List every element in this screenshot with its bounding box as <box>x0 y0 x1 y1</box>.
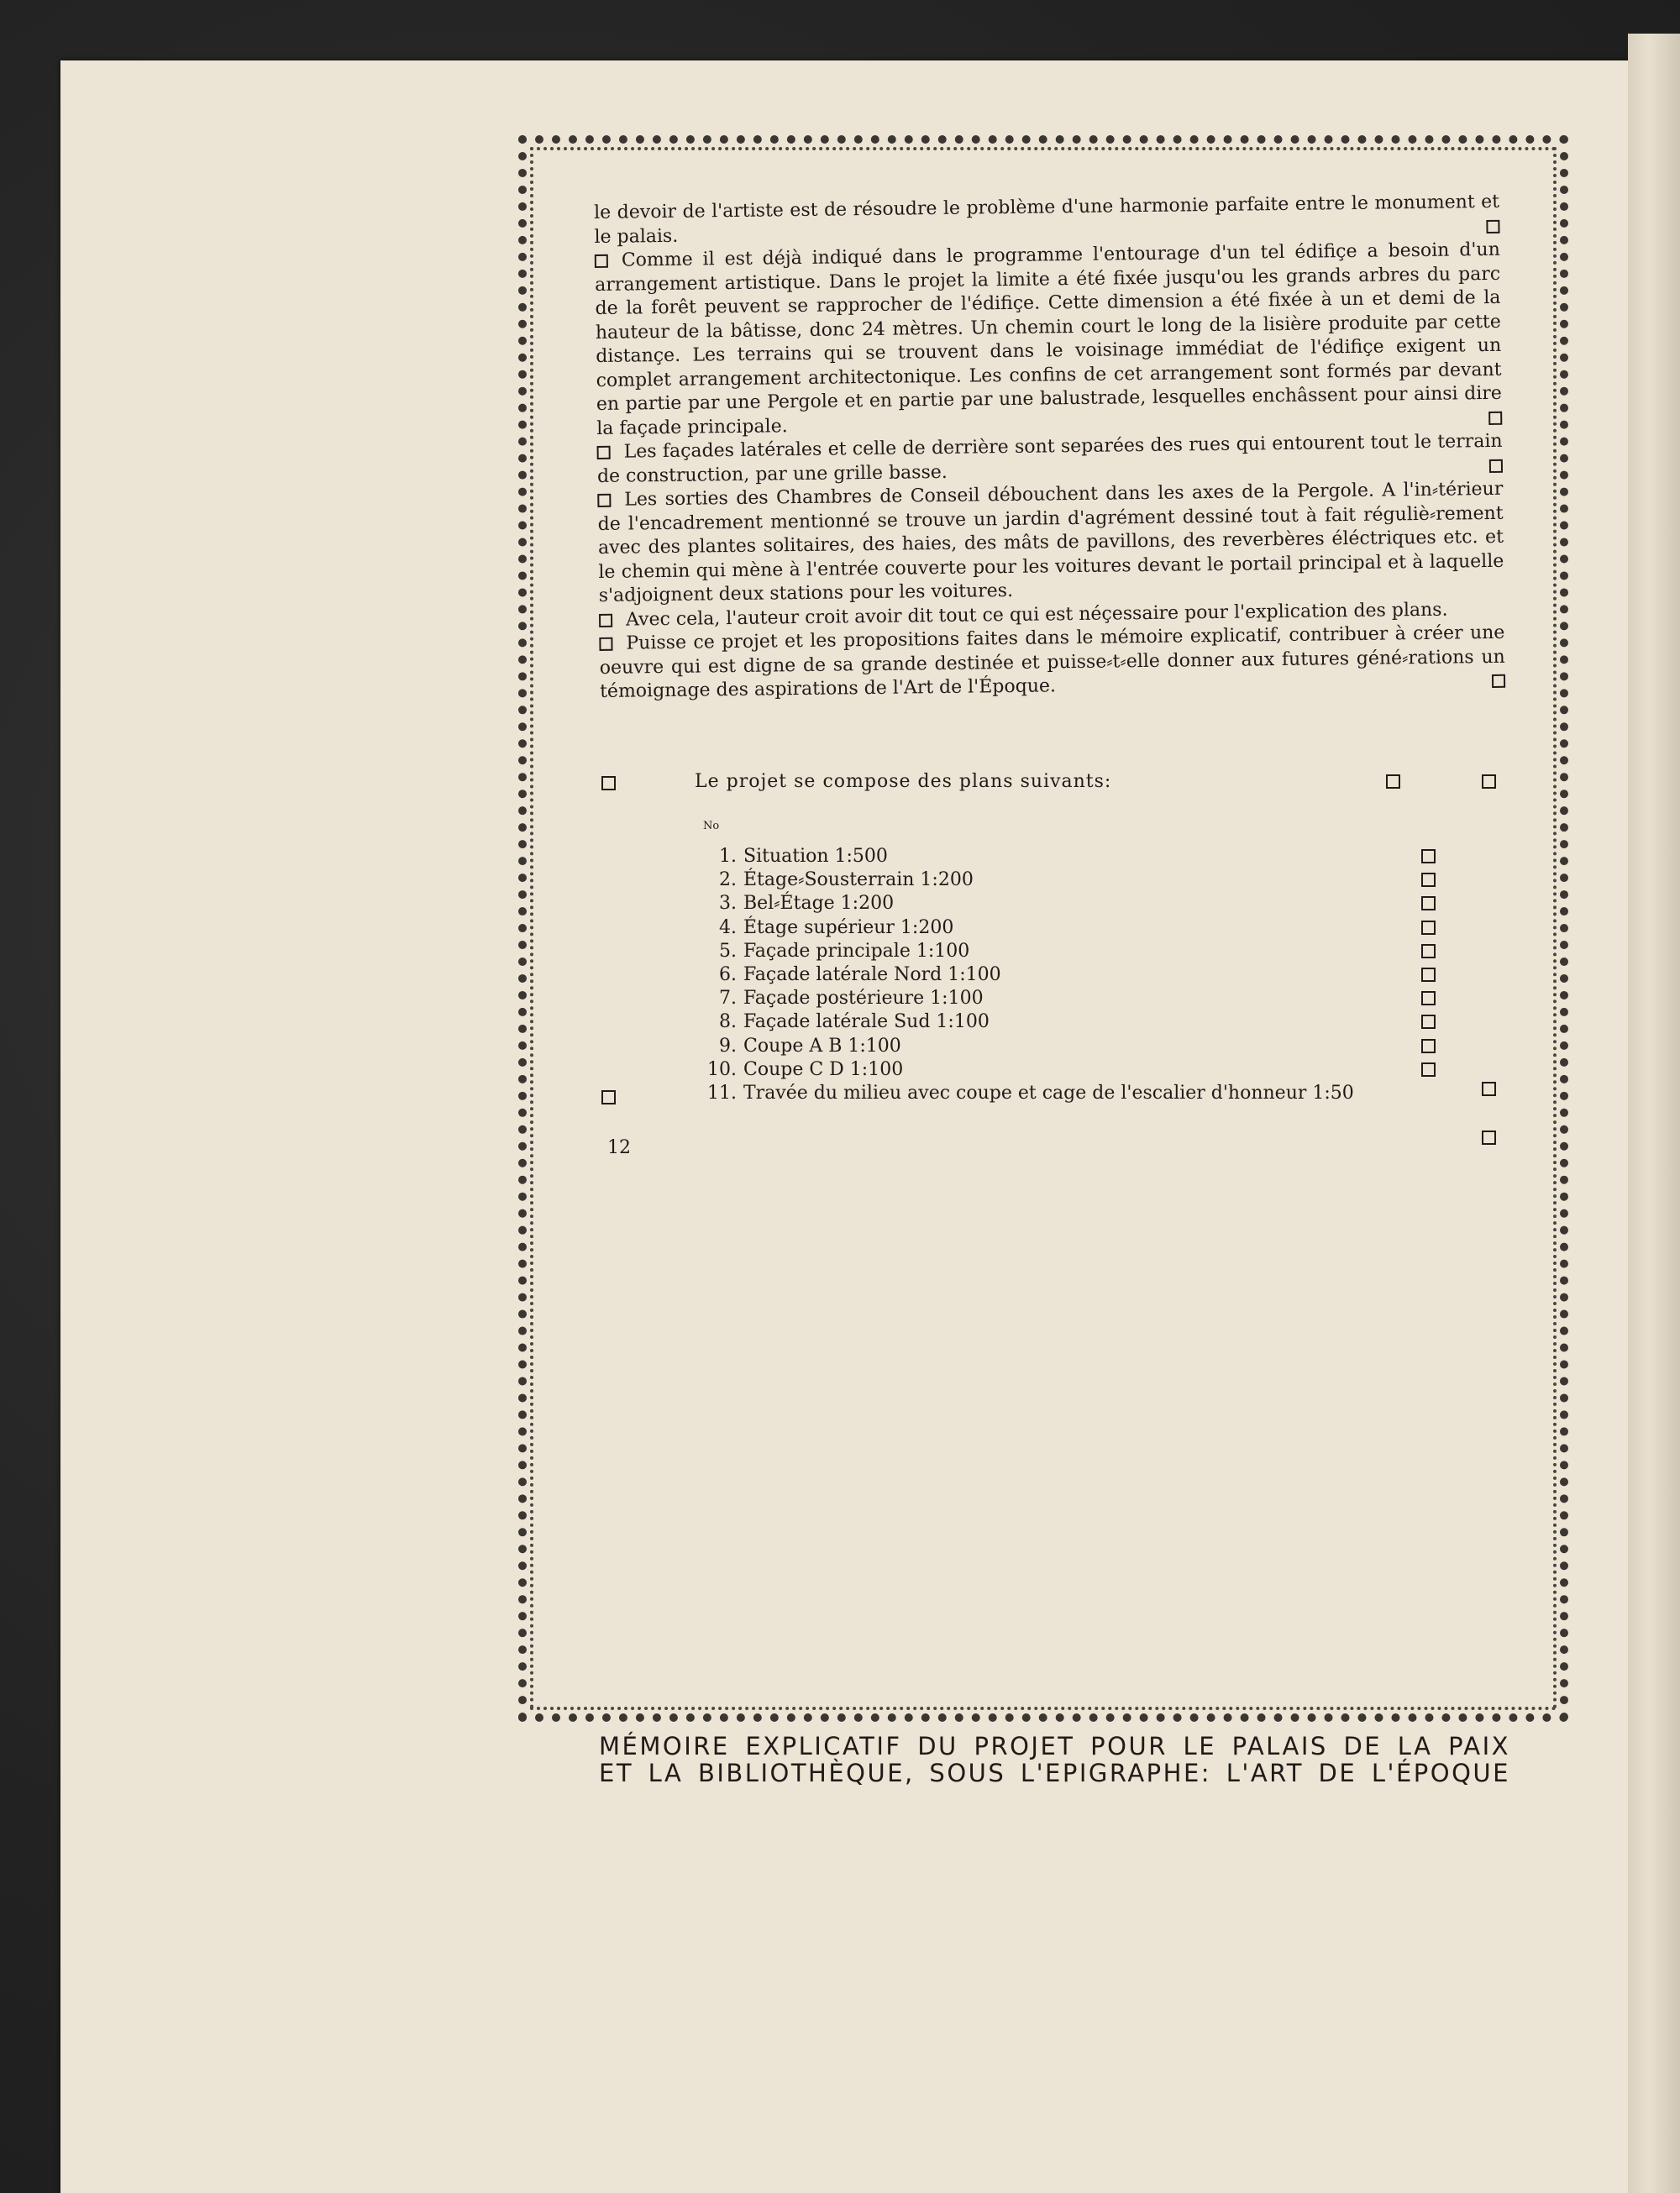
square-ornament-icon <box>1386 774 1400 789</box>
footer-title <box>599 1733 1510 1786</box>
footer-line-2: ET LA BIBLIOTHÈQUE, SOUS L'EPIGRAPHE: L'ART DE L'ÉPOQUE <box>599 1759 1510 1787</box>
item-text: Façade principale 1:100 <box>743 940 970 962</box>
item-text: Coupe A B 1:100 <box>743 1035 901 1057</box>
item-number: 5. <box>719 940 737 962</box>
square-ornament-icon <box>597 494 611 507</box>
item-number: 1. <box>719 846 737 867</box>
item-text: Façade latérale Sud 1:100 <box>743 1011 990 1033</box>
plans-intro: Le projet se compose des plans suivants: <box>695 771 1112 792</box>
paragraph-text: Les sorties des Chambres de Conseil débouchent dans les axes de la Pergole. A l'in⸗térieur de l'encadrement mentionné se trouve un jardin d'agrément dessiné tout à fait réguliè⸗rement avec des plantes solitaires, des haies, des mâts de pavillons, des reverbères éléctriques etc. et le chemin qui mène à l'entrée couverte pour les voitures devant le portail principal et à laquelle s'adjoignent deux stations pour les voitures. <box>597 478 1504 606</box>
list-item <box>703 892 1442 915</box>
footer-line-1: MÉMOIRE EXPLICATIF DU PROJET POUR LE PALAIS DE LA PAIX <box>599 1732 1510 1760</box>
item-text: Façade postérieure 1:100 <box>743 988 984 1010</box>
plans-list <box>703 845 1442 1105</box>
list-item <box>703 987 1442 1010</box>
page-edge <box>1628 34 1680 2193</box>
square-ornament-icon <box>1482 774 1496 789</box>
paragraph <box>595 239 1503 441</box>
list-item <box>703 1010 1442 1034</box>
square-ornament-icon <box>1421 921 1436 935</box>
paragraph-text: Les façades latérales et celle de derrière sont separées des rues qui entourent tout le terrain de construction, par une grille basse. <box>596 430 1503 487</box>
paragraph-text: Avec cela, l'auteur croit avoir dit tout ce qui est néçessaire pour l'explication des plans. <box>625 599 1448 631</box>
paragraph-text: Puisse ce projet et les propositions faites dans le mémoire explicatif, contribuer à créer une oeuvre qui est digne de sa grande destinée et puisse⸗t⸗elle donner aux futures géné⸗rations un témoignage des aspirations de l'Art de l'Époque. <box>599 622 1505 702</box>
item-text: Façade latérale Nord 1:100 <box>743 963 1001 985</box>
square-ornament-icon <box>599 637 612 651</box>
item-text: Situation 1:500 <box>743 846 888 867</box>
square-ornament-icon <box>1421 896 1436 910</box>
item-number: 9. <box>719 1035 737 1057</box>
square-ornament-icon <box>597 446 611 459</box>
item-number: 6. <box>719 963 737 985</box>
list-item <box>703 1058 1442 1082</box>
square-ornament-icon <box>1421 849 1436 863</box>
square-ornament-icon <box>1488 411 1502 424</box>
list-item <box>703 868 1442 892</box>
square-ornament-icon <box>1421 968 1436 982</box>
list-item <box>703 963 1442 987</box>
item-text: Bel⸗Étage 1:200 <box>743 893 895 915</box>
square-ornament-icon <box>1421 873 1436 887</box>
number-label: No <box>703 820 720 832</box>
item-text: Étage⸗Sousterrain 1:200 <box>743 869 974 891</box>
item-number: 8. <box>719 1011 737 1033</box>
square-ornament-icon <box>1421 1062 1436 1077</box>
square-ornament-icon <box>1489 459 1503 472</box>
list-item <box>703 1035 1442 1058</box>
square-ornament-icon <box>601 776 616 790</box>
square-ornament-icon <box>595 254 608 268</box>
item-number: 7. <box>719 988 737 1010</box>
item-number: 3. <box>719 893 737 915</box>
square-ornament-icon <box>1421 1015 1436 1029</box>
square-ornament-icon <box>1421 1039 1436 1053</box>
item-text: Travée du milieu avec coupe et cage de l'escalier d'honneur 1:50 <box>743 1082 1354 1104</box>
paragraph-text: le devoir de l'artiste est de résoudre le problème d'une harmonie parfaite entre le monument et le palais. <box>594 191 1500 248</box>
square-ornament-icon <box>1486 219 1499 233</box>
list-item <box>703 940 1442 963</box>
square-ornament-icon <box>1482 1131 1496 1145</box>
paragraph-text: Comme il est déjà indiqué dans le programme l'entourage d'un tel édifiçe a besoin d'un arrangement artistique. Dans le projet la limite a été fixée jusqu'ou les grands arbres du parc de la forêt peuvent se rapprocher de l'édifiçe. Cette dimension a été fixée à un et demi de la hauteur de la bâtisse, donc 24 mètres. Un chemin court le long de la lisière produite par cette distançe. Les terrains qui se trouvent dans le voisinage immédiat de l'édifiçe exigent un complet arrangement architectonique. Les confins de cet arrangement sont formés par devant en partie par une Pergole et en partie par une balustrade, lesquelles enchâssent pour ainsi dire la façade principale. <box>595 239 1503 439</box>
item-number: 11. <box>707 1082 737 1104</box>
square-ornament-icon <box>1492 674 1505 688</box>
list-item <box>703 916 1442 940</box>
square-ornament-icon <box>1482 1082 1496 1096</box>
item-text: Coupe C D 1:100 <box>743 1058 904 1080</box>
item-text: Étage supérieur 1:200 <box>743 916 954 938</box>
item-number: 10. <box>707 1058 737 1080</box>
item-number: 4. <box>719 916 737 938</box>
paragraph <box>599 622 1505 705</box>
square-ornament-icon <box>601 1090 616 1104</box>
square-ornament-icon <box>1421 991 1436 1005</box>
page-number: 12 <box>607 1137 631 1158</box>
list-item <box>703 1082 1442 1105</box>
body-text <box>594 191 1505 705</box>
list-item <box>703 845 1442 868</box>
item-number: 2. <box>719 869 737 891</box>
square-ornament-icon <box>599 613 612 627</box>
paragraph <box>597 478 1504 609</box>
square-ornament-icon <box>1421 944 1436 958</box>
